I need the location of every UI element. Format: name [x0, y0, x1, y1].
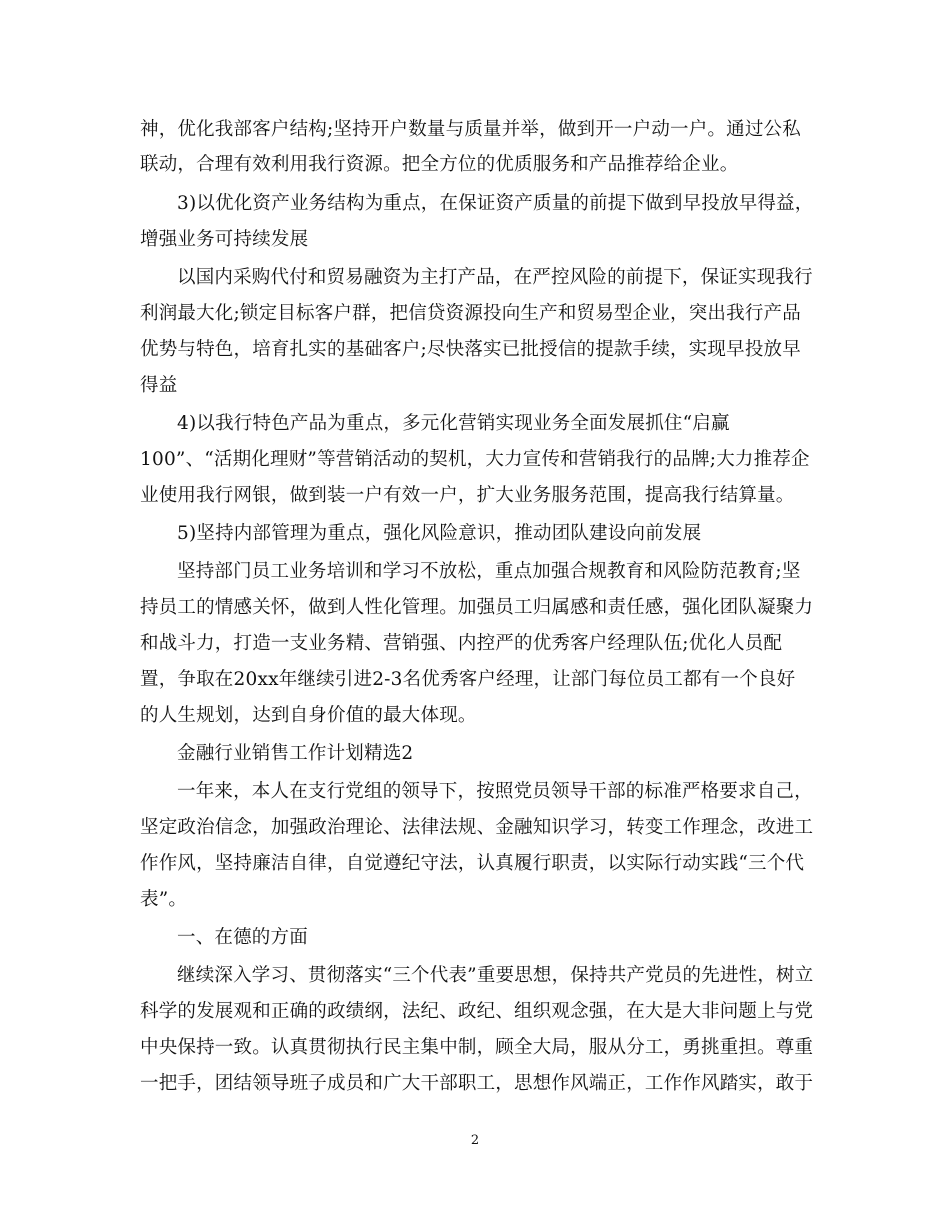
- text-line: 得益: [140, 375, 178, 396]
- text-line: 和战斗力，打造一支业务精、营销强、内控严的优秀客户经理队伍;优化人员配: [140, 633, 783, 654]
- text-line: 科学的发展观和正确的政绩纲，法纪、政纪、组织观念强，在大是大非问题上与党: [140, 1001, 814, 1022]
- text-line: 一把手，团结领导班子成员和广大干部职工，思想作风端正，工作作风踏实，敢于: [140, 1073, 814, 1094]
- text-line: 作作风，坚持廉洁自律，自觉遵纪守法，认真履行职责，以实际行动实践“三个代: [140, 853, 805, 874]
- text-line: 业使用我行网银，做到装一户有效一户，扩大业务服务范围，提高我行结算量。: [140, 485, 795, 506]
- text-line: 联动，合理有效利用我行资源。把全方位的优质服务和产品推荐给企业。: [140, 154, 739, 175]
- text-line: 继续深入学习、贯彻落实“三个代表”重要思想，保持共产党员的先进性，树立: [177, 965, 814, 986]
- text-line: 表”。: [140, 889, 188, 910]
- text-line: 4)以我行特色产品为重点，多元化营销实现业务全面发展抓住“启赢: [177, 413, 730, 434]
- text-line: 神，优化我部客户结构;坚持开户数量与质量并举，做到开一户动一户。通过公私: [140, 119, 801, 140]
- text-line: 中央保持一致。认真贯彻执行民主集中制，顾全大局，服从分工，勇挑重担。尊重: [140, 1037, 814, 1058]
- text-line: 5)坚持内部管理为重点，强化风险意识，推动团队建设向前发展: [177, 523, 702, 544]
- text-line: 置，争取在20xx年继续引进2-3名优秀客户经理，让部门每位员工都有一个良好: [140, 669, 796, 690]
- text-line: 增强业务可持续发展: [140, 229, 309, 250]
- page-number: 2: [470, 1133, 480, 1148]
- text-line: 的人生规划，达到自身价值的最大体现。: [140, 705, 477, 726]
- text-line: 利润最大化;锁定目标客户群，把信贷资源投向生产和贸易型企业，突出我行产品: [140, 303, 801, 324]
- text-line: 3)以优化资产业务结构为重点，在保证资产质量的前提下做到早投放早得益，: [177, 193, 814, 214]
- section-heading: 金融行业销售工作计划精选2: [177, 743, 414, 764]
- text-line: 坚定政治信念，加强政治理论、法律法规、金融知识学习，转变工作理念，改进工: [140, 817, 814, 838]
- text-line: 以国内采购代付和贸易融资为主打产品，在严控风险的前提下，保证实现我行: [177, 267, 813, 288]
- text-line: 坚持部门员工业务培训和学习不放松，重点加强合规教育和风险防范教育;坚: [177, 561, 801, 582]
- section-heading: 一、在德的方面: [177, 927, 308, 948]
- text-line: 持员工的情感关怀，做到人性化管理。加强员工归属感和责任感，强化团队凝聚力: [140, 597, 814, 618]
- text-line: 一年来，本人在支行党组的领导下，按照党员领导干部的标准严格要求自己，: [177, 781, 813, 802]
- text-line: 优势与特色，培育扎实的基础客户;尽快落实已批授信的提款手续，实现早投放早: [140, 339, 801, 360]
- text-line: 100”、“活期化理财”等营销活动的契机，大力宣传和营销我行的品牌;大力推荐企: [140, 449, 810, 470]
